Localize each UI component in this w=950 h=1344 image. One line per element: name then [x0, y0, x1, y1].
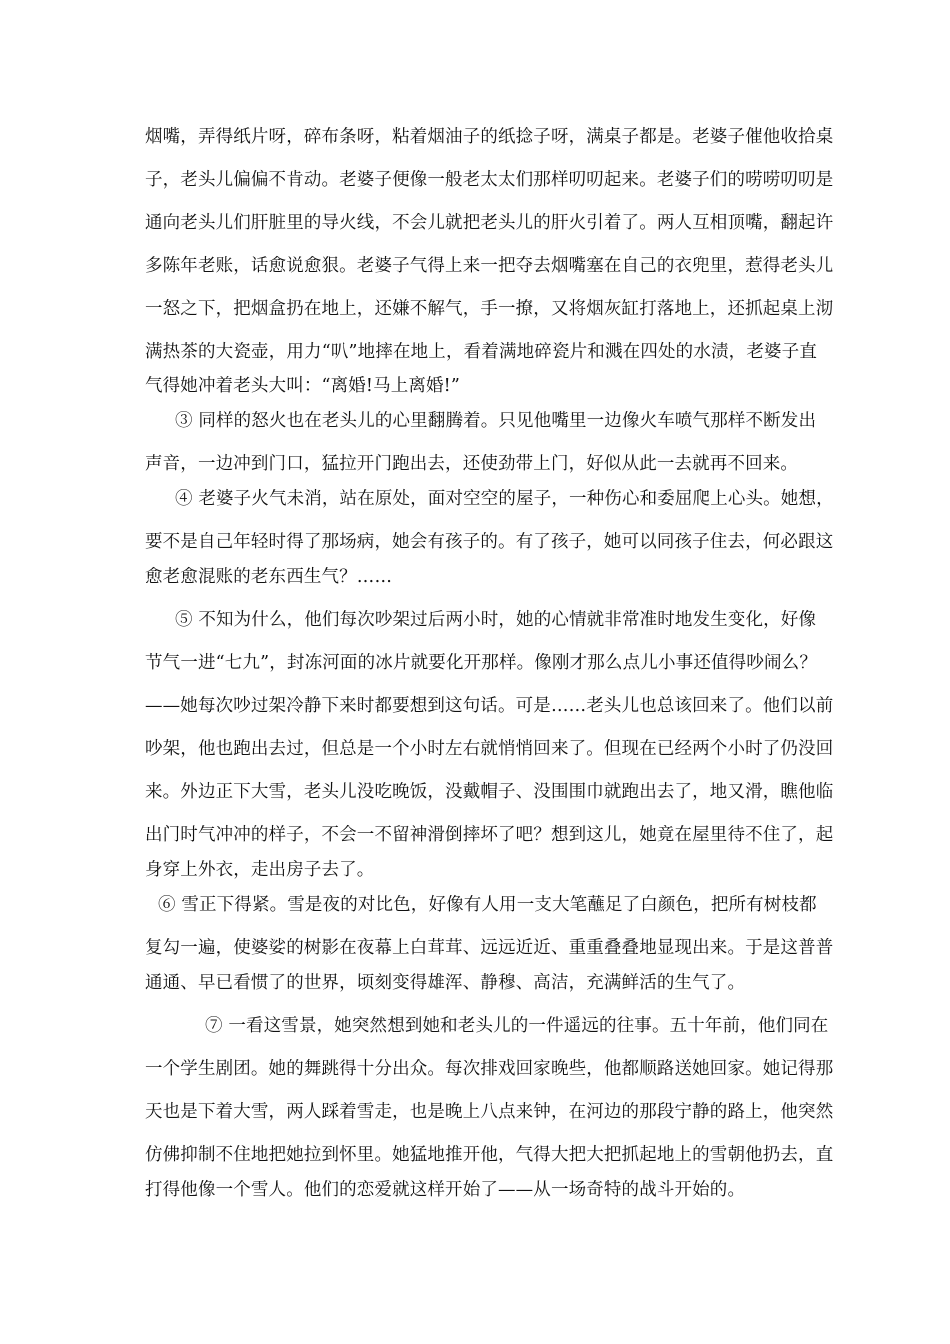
text-line: 要不是自己年轻时得了那场病，她会有孩子的。有了孩子，她可以同孩子住去，何必跟这: [145, 532, 834, 552]
text-line: 吵架，他也跑出去过，但总是一个小时左右就悄悄回来了。但现在已经两个小时了仍没回: [145, 739, 834, 759]
text-line: 一个学生剧团。她的舞跳得十分出众。每次排戏回家晚些，他都顺路送她回家。她记得那: [145, 1059, 834, 1079]
text-line: 通通、早已看惯了的世界，顷刻变得雄浑、静穆、高洁，充满鲜活的生气了。: [145, 973, 746, 993]
text-line: ——她每次吵过架冷静下来时都要想到这句话。可是……老头儿也总该回来了。他们以前: [145, 696, 834, 716]
text-line: 打得他像一个雪人。他们的恋爱就这样开始了——从一场奇特的战斗开始的。: [145, 1180, 746, 1200]
text-line: 满热茶的大瓷壶，用力“叭”地摔在地上，看着满地碎瓷片和溅在四处的水渍，老婆子直: [145, 342, 817, 362]
text-line: 节气一进“七九”，封冻河面的冰片就要化开那样。像刚才那么点儿小事还值得吵闹么？: [145, 653, 817, 673]
paragraph-7-first-line: ⑦ 一看这雪景，她突然想到她和老头儿的一件遥远的往事。五十年前，他们同在: [205, 1016, 829, 1036]
text-line: 多陈年老账，话愈说愈狠。老婆子气得上来一把夺去烟嘴塞在自己的衣兜里，惹得老头儿: [145, 256, 834, 276]
text-line: 来。外边正下大雪，老头儿没吃晚饭，没戴帽子、没围围巾就跑出去了，地又滑，瞧他临: [145, 782, 834, 802]
text-line: 一怒之下，把烟盒扔在地上，还嫌不解气，手一撩，又将烟灰缸打落地上，还抓起桌上沏: [145, 299, 834, 319]
text-line: 出门时气冲冲的样子，不会一不留神滑倒摔坏了吧？想到这儿，她竟在屋里待不住了，起: [145, 825, 834, 845]
paragraph-3-first-line: ③ 同样的怒火也在老头儿的心里翻腾着。只见他嘴里一边像火车喷气那样不断发出: [175, 411, 817, 431]
text-line: 烟嘴，弄得纸片呀，碎布条呀，粘着烟油子的纸捻子呀，满桌子都是。老婆子催他收拾桌: [145, 127, 834, 147]
text-line: 复勾一遍，使婆娑的树影在夜幕上白茸茸、远远近近、重重叠叠地显现出来。于是这普普: [145, 938, 834, 958]
text-line: 仿佛抑制不住地把她拉到怀里。她猛地推开他，气得大把大把抓起地上的雪朝他扔去，直: [145, 1145, 834, 1165]
text-line: 身穿上外衣，走出房子去了。: [145, 860, 375, 880]
paragraph-4-first-line: ④ 老婆子火气未消，站在原处，面对空空的屋子，一种伤心和委屈爬上心头。她想，: [175, 489, 834, 509]
text-line: 通向老头儿们肝脏里的导火线，不会儿就把老头儿的肝火引着了。两人互相顶嘴，翻起许: [145, 213, 834, 233]
paragraph-6-first-line: ⑥ 雪正下得紧。雪是夜的对比色，好像有人用一支大笔蘸足了白颜色，把所有树枝都: [158, 895, 817, 915]
text-line: 声音，一边冲到门口，猛拉开门跑出去，还使劲带上门，好似从此一去就再不回来。: [145, 454, 799, 474]
text-line: 天也是下着大雪，两人踩着雪走，也是晚上八点来钟，在河边的那段宁静的路上，他突然: [145, 1102, 834, 1122]
text-line: 子，老头儿偏偏不肯动。老婆子便像一般老太太们那样叨叨起来。老婆子们的唠唠叨叨是: [145, 170, 834, 190]
text-line: 愈老愈混账的老东西生气？……: [145, 567, 393, 587]
text-line: 气得她冲着老头大叫：“离婚!马上离婚!”: [145, 376, 460, 396]
paragraph-5-first-line: ⑤ 不知为什么，他们每次吵架过后两小时，她的心情就非常准时地发生变化，好像: [175, 610, 817, 630]
